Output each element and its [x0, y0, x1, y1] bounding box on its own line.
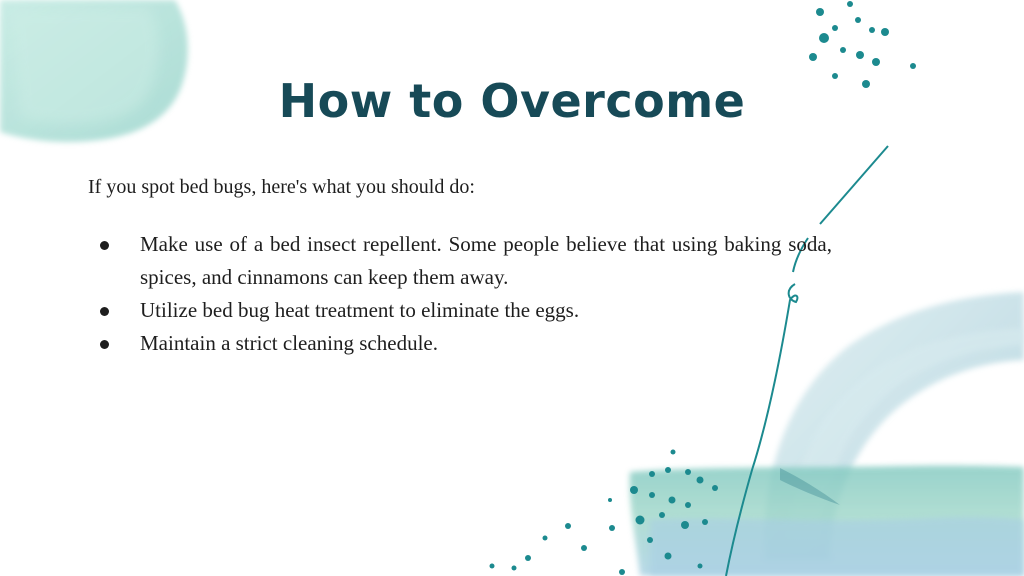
bullet-dot-icon	[100, 340, 109, 349]
slide-title: How to Overcome	[278, 74, 746, 128]
watercolor-band-bottom	[630, 466, 1024, 576]
list-item	[96, 327, 832, 360]
list-item	[96, 294, 832, 327]
list-item	[96, 228, 832, 294]
list-item-text: Utilize bed bug heat treatment to eliminate the eggs.	[140, 298, 580, 322]
intro-text: If you spot bed bugs, here's what you should do:	[88, 176, 475, 198]
bullet-list	[96, 228, 832, 360]
bullet-dot-icon	[100, 241, 109, 250]
bullet-dot-icon	[100, 307, 109, 316]
list-item-text: Maintain a strict cleaning schedule.	[140, 331, 438, 355]
list-item-text: Make use of a bed insect repellent. Some people believe that using baking soda, spices, and cinnamons can keep them away.	[140, 232, 832, 289]
